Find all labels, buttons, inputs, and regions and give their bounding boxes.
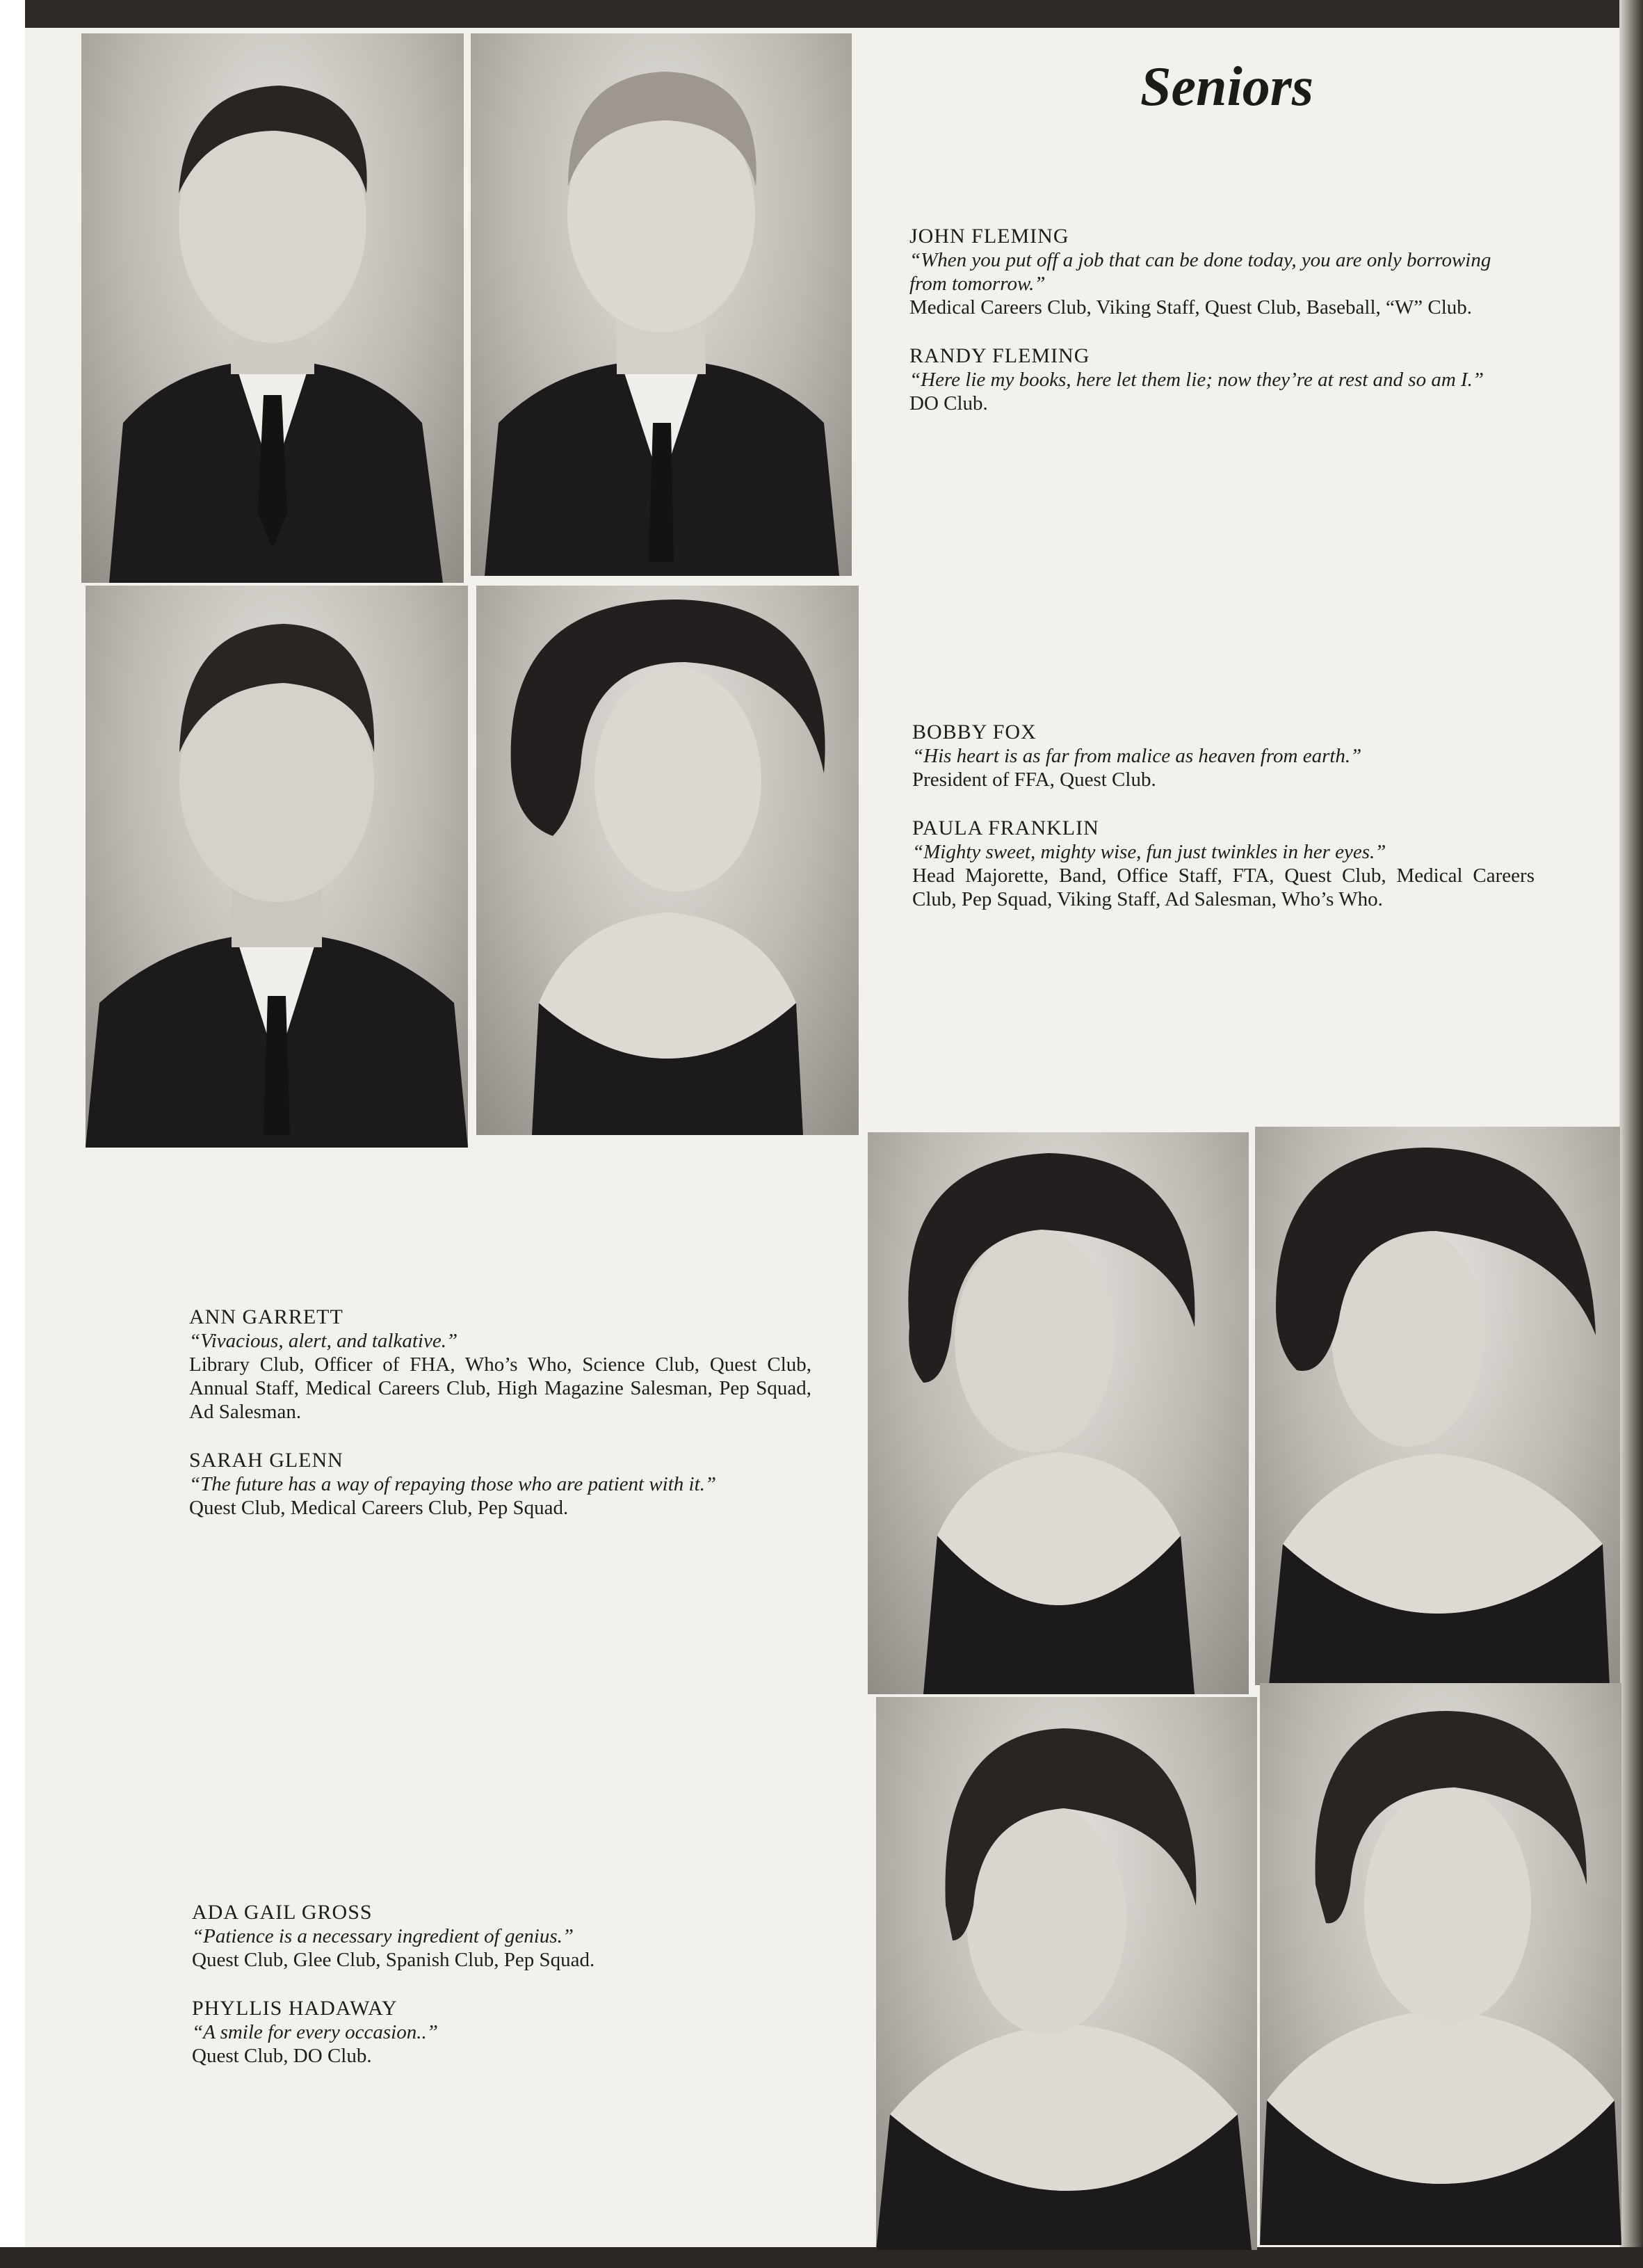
senior-entry (912, 817, 1535, 911)
portrait-bobby-fox (86, 586, 468, 1148)
senior-quote: “His heart is as far from malice as heaven from earth.” (912, 745, 1362, 767)
scan-left-edge (0, 0, 25, 2268)
senior-quote: “Mighty sweet, mighty wise, fun just twinkles in her eyes.” (912, 841, 1386, 863)
senior-name: ANN GARRETT (189, 1305, 343, 1328)
senior-quote: “Here lie my books, here let them lie; now they’re at rest and so am I.” (909, 369, 1484, 391)
senior-activities: Quest Club, DO Club. (192, 2045, 372, 2067)
senior-name: PAULA FRANKLIN (912, 817, 1099, 839)
scan-top-edge (0, 0, 1643, 28)
senior-quote: “When you put off a job that can be done today, you are only borrowing from tomorrow.” (909, 249, 1491, 295)
senior-activities: Quest Club, Medical Careers Club, Pep Squad. (189, 1497, 569, 1519)
senior-quote: “A smile for every occasion..” (192, 2021, 438, 2043)
senior-entry (189, 1449, 811, 1520)
senior-activities: Head Majorette, Band, Office Staff, FTA, Quest Club, Medical Careers Club, Pep Squad, Viking Staff, Ad Salesman, Who’s Who. (912, 864, 1535, 910)
senior-activities: Quest Club, Glee Club, Spanish Club, Pep Squad. (192, 1949, 595, 1971)
senior-entry (189, 1305, 811, 1424)
senior-activities: Library Club, Officer of FHA, Who’s Who, Science Club, Quest Club, Annual Staff, Medical Careers Club, High Magazine Salesman, Pep Squad, Ad Salesman. (189, 1353, 811, 1423)
portrait-ann-garrett (868, 1132, 1249, 1694)
senior-entry (192, 1997, 804, 2068)
portrait-sarah-glenn (1255, 1127, 1620, 1685)
senior-name: ADA GAIL GROSS (192, 1901, 373, 1924)
text-column-middle-left (189, 1305, 811, 1545)
senior-name: SARAH GLENN (189, 1449, 343, 1472)
senior-activities: Medical Careers Club, Viking Staff, Quest Club, Baseball, “W” Club. (909, 296, 1473, 319)
senior-quote: “Vivacious, alert, and talkative.” (189, 1330, 458, 1352)
page-title: Seniors (1140, 56, 1313, 118)
text-column-top-right (909, 225, 1532, 440)
senior-quote: “Patience is a necessary ingredient of genius.” (192, 1925, 574, 1947)
portrait-phyllis-hadaway (1260, 1683, 1621, 2245)
senior-name: BOBBY FOX (912, 721, 1037, 743)
portrait-john-fleming (81, 33, 464, 583)
portrait-ada-gail-gross (876, 1697, 1257, 2250)
senior-entry (912, 721, 1535, 791)
senior-activities: President of FFA, Quest Club. (912, 769, 1156, 791)
senior-name: RANDY FLEMING (909, 344, 1090, 367)
portrait-randy-fleming (471, 33, 852, 576)
text-column-middle-right (912, 721, 1535, 936)
text-column-bottom-left (192, 1901, 804, 2093)
senior-name: PHYLLIS HADAWAY (192, 1997, 398, 2020)
scan-right-edge (1619, 0, 1643, 2268)
scan-bottom-edge (0, 2247, 1643, 2268)
senior-entry (192, 1901, 804, 1972)
portrait-paula-franklin (476, 586, 859, 1135)
senior-activities: DO Club. (909, 392, 988, 415)
senior-entry (909, 225, 1532, 319)
senior-entry (909, 344, 1532, 415)
senior-name: JOHN FLEMING (909, 225, 1069, 248)
senior-quote: “The future has a way of repaying those who are patient with it.” (189, 1473, 717, 1495)
